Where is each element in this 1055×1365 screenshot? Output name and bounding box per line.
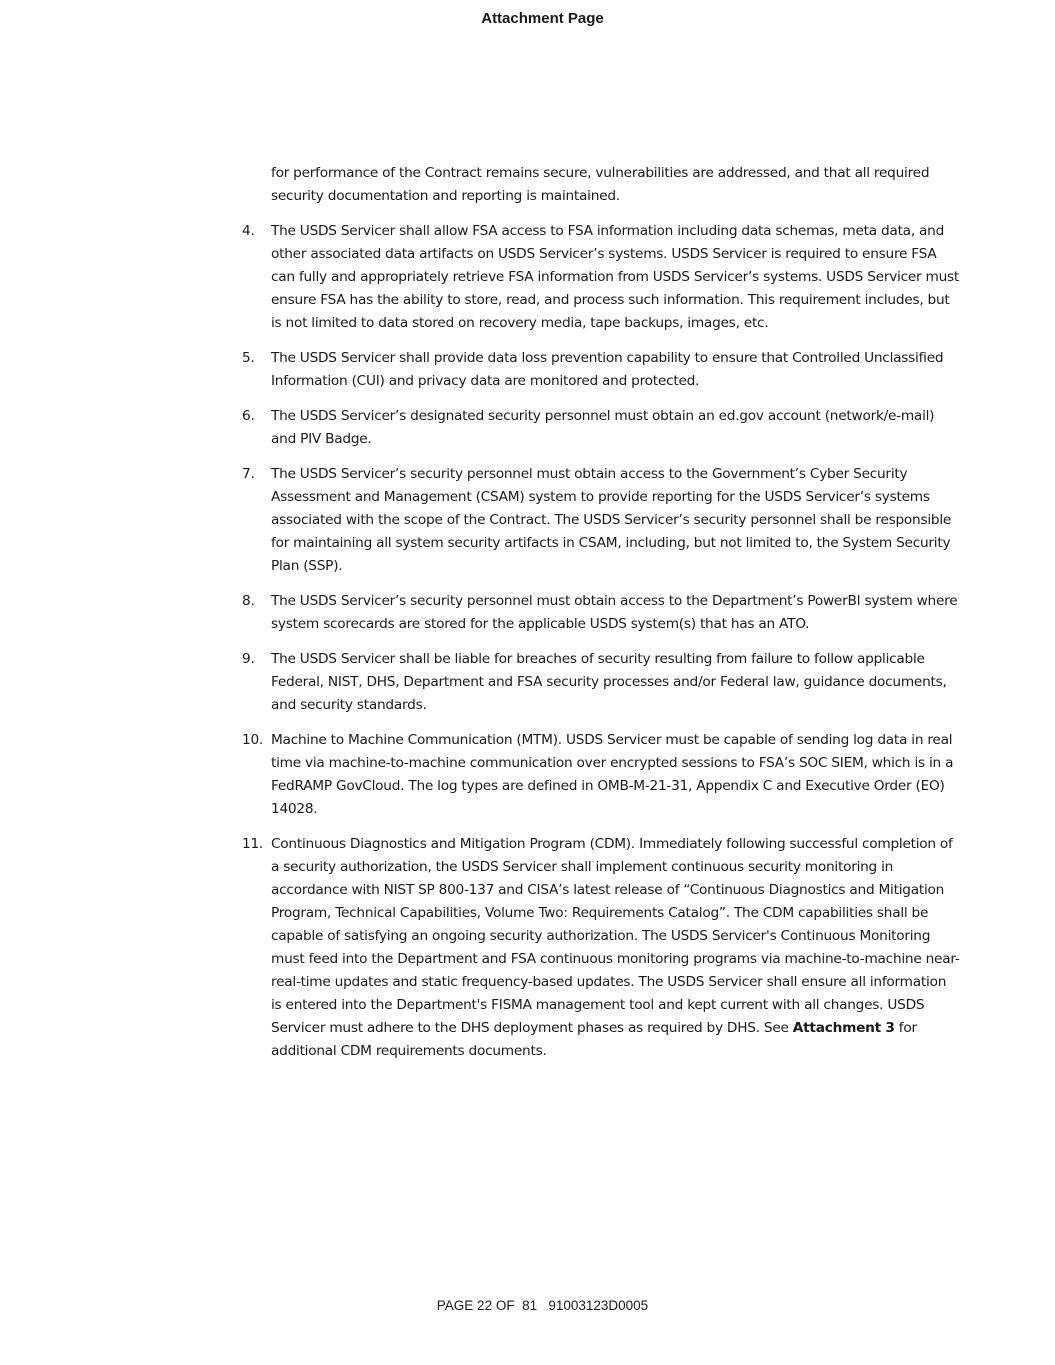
list-number: 6.	[242, 408, 255, 424]
list-text: The USDS Servicer shall allow FSA access to FSA information including data schemas, meta data, and other associated data artifacts on USDS Servicer’s systems. USDS Servicer is required to ensure FSA can fully and appropriately retrieve FSA information from USDS Servicer’s systems. USDS Servicer must ensure FSA has the ability to store, read, and process such information. This requirement includes, but is not limited to data stored on recovery media, tape backups, images, etc.	[271, 223, 960, 331]
list-number: 5.	[242, 350, 255, 366]
document-body	[242, 162, 960, 1075]
list-item-7	[242, 463, 960, 578]
list-number: 7.	[242, 466, 255, 482]
list-item-5	[242, 347, 960, 393]
list-text: Machine to Machine Communication (MTM). USDS Servicer must be capable of sending log data in real time via machine-to-machine communication over encrypted sessions to FSA’s SOC SIEM, which is in a FedRAMP GovCloud. The log types are defined in OMB-M-21-31, Appendix C and Executive Order (EO) 14028.	[271, 732, 954, 817]
list-text: The USDS Servicer shall provide data loss prevention capability to ensure that Controlled Unclassified Information (CUI) and privacy data are monitored and protected.	[271, 350, 944, 389]
page-header-title: Attachment Page	[481, 10, 604, 27]
continuation-paragraph: for performance of the Contract remains secure, vulnerabilities are addressed, and that all required security documentation and reporting is maintained.	[271, 165, 930, 204]
list-item-9	[242, 648, 960, 717]
list-item-6	[242, 405, 960, 451]
list-item-11	[242, 833, 960, 1063]
list-item-10	[242, 729, 960, 821]
list-number: 9.	[242, 651, 255, 667]
list-number: 11.	[242, 836, 264, 852]
list-text: The USDS Servicer’s designated security personnel must obtain an ed.gov account (network/e-mail) and PIV Badge.	[271, 408, 935, 447]
list-item-8	[242, 590, 960, 636]
attachment-reference: Attachment 3	[792, 1020, 895, 1036]
list-text: The USDS Servicer’s security personnel must obtain access to the Government’s Cyber Security Assessment and Management (CSAM) system to provide reporting for the USDS Servicer’s systems associated with the scope of the Contract. The USDS Servicer’s security personnel shall be responsible for maintaining all system security artifacts in CSAM, including, but not limited to, the System Security Plan (SSP).	[271, 466, 952, 574]
list-number: 4.	[242, 223, 255, 239]
cdm-text-before: Continuous Diagnostics and Mitigation Program (CDM). Immediately following successful completion of a security authorization, the USDS Servicer shall implement continuous security monitoring in accordance with NIST SP 800-137 and CISA’s latest release of “Continuous Diagnostics and Mitigation Program, Technical Capabilities, Volume Two: Requirements Catalog”. The CDM capabilities shall be capable of satisfying an ongoing security authorization. The USDS Servicer's Continuous Monitoring must feed into the Department and FSA continuous monitoring programs via machine-to-machine near-real-time updates and static frequency-based updates. The USDS Servicer shall ensure all information is entered into the Department's FISMA management tool and kept current with all changes. USDS Servicer must adhere to the DHS deployment phases as required by DHS. See	[271, 836, 960, 1036]
cdm-text-after: for additional CDM requirements documents.	[271, 1020, 917, 1059]
list-number: 10.	[242, 732, 264, 748]
page-footer: PAGE 22 OF 81 91003123D0005	[436, 1298, 649, 1313]
list-item-4	[242, 220, 960, 335]
list-text	[271, 833, 960, 1063]
list-number: 8.	[242, 593, 255, 609]
list-text: The USDS Servicer shall be liable for breaches of security resulting from failure to follow applicable Federal, NIST, DHS, Department and FSA security processes and/or Federal law, guidance documents, and security standards.	[271, 651, 947, 713]
list-text: The USDS Servicer’s security personnel must obtain access to the Department’s PowerBI system where system scorecards are stored for the applicable USDS system(s) that has an ATO.	[271, 593, 958, 632]
